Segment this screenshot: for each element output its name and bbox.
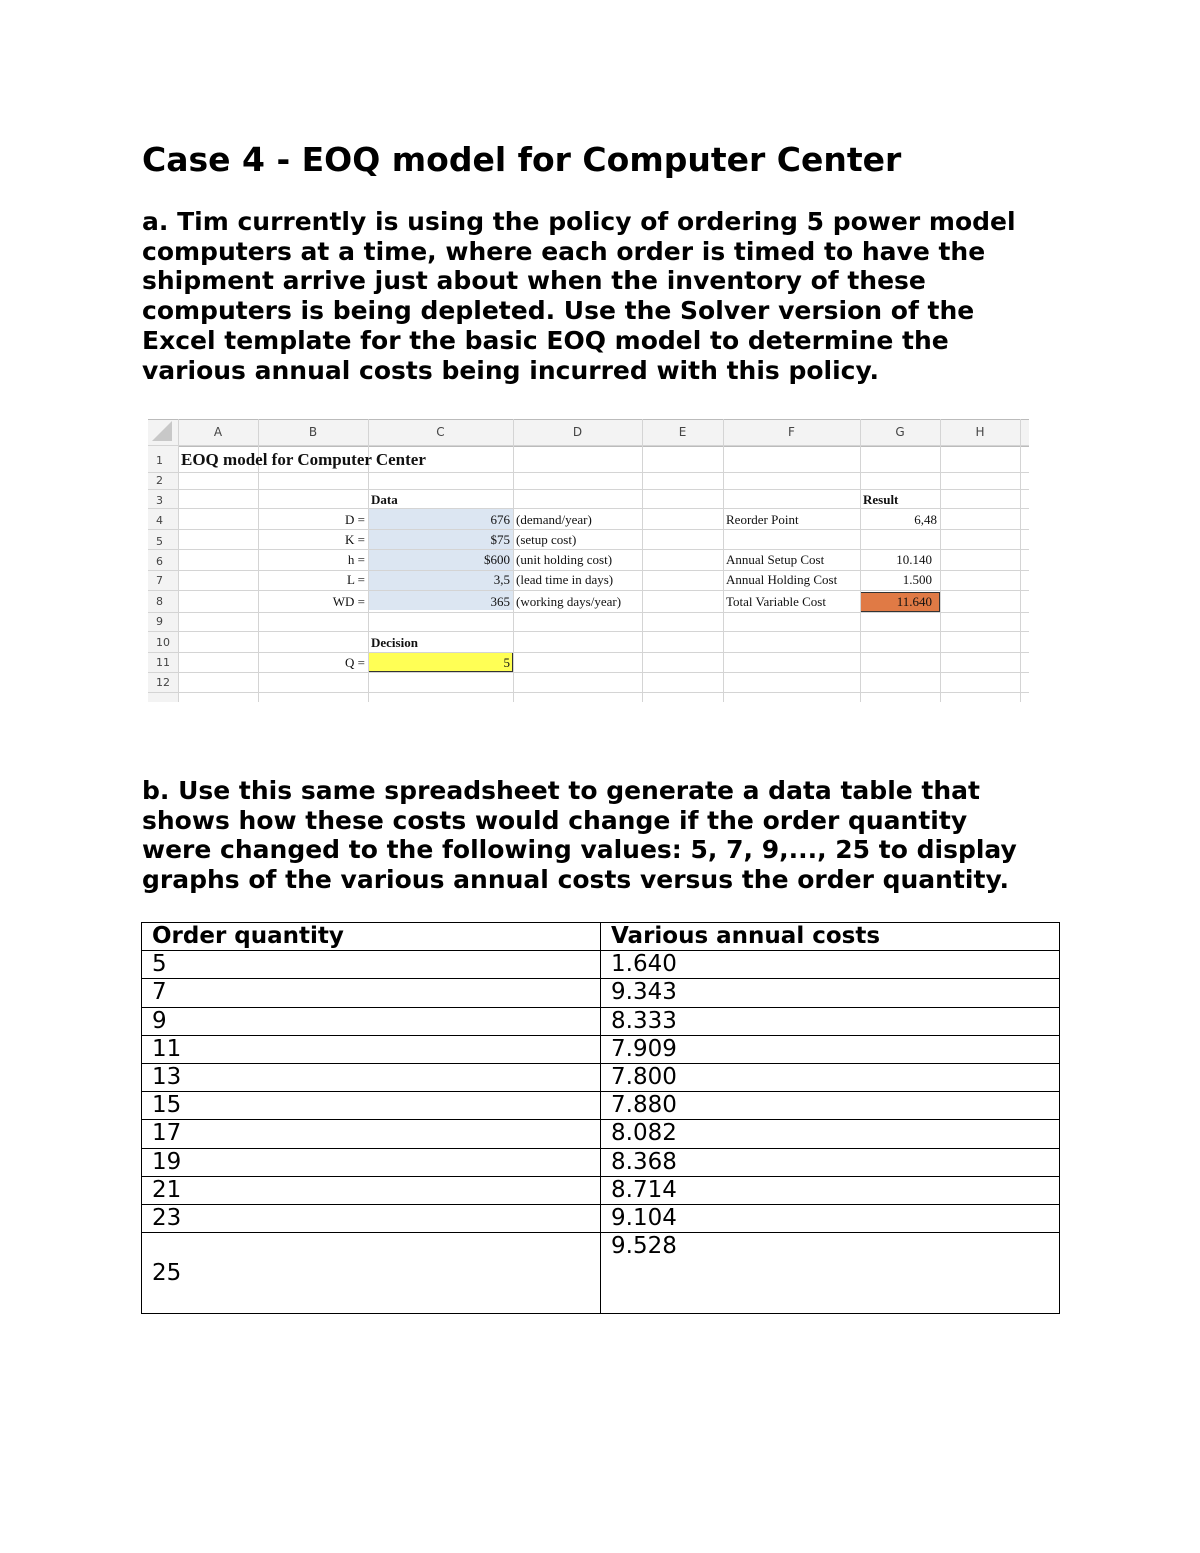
order-quantity-cell: 11 xyxy=(142,1035,601,1063)
total-variable-cost-value: 11.640 xyxy=(896,594,932,609)
input-label: WD = xyxy=(332,594,365,609)
table-row xyxy=(142,1176,1060,1204)
column-header: D xyxy=(572,425,583,439)
table-header-row xyxy=(142,923,1060,951)
reorder-point-label: Reorder Point xyxy=(726,512,799,527)
order-quantity-cell: 7 xyxy=(142,979,601,1007)
row-header: 2 xyxy=(156,474,163,487)
column-header: C xyxy=(436,425,445,439)
part-b-question xyxy=(142,776,1062,895)
column-header: F xyxy=(788,425,795,439)
input-note: (setup cost) xyxy=(516,532,577,547)
annual-cost-cell: 9.343 xyxy=(601,979,1060,1007)
part-b-line: graphs of the various annual costs versus the order quantity. xyxy=(142,865,1009,895)
column-header-annual-costs: Various annual costs xyxy=(601,923,1060,951)
decision-value: 5 xyxy=(503,655,510,670)
table-row xyxy=(142,979,1060,1007)
row-header: 5 xyxy=(156,535,163,548)
order-quantity-cell: 23 xyxy=(142,1204,601,1232)
annual-cost-cell: 7.909 xyxy=(601,1035,1060,1063)
input-value: $75 xyxy=(490,532,510,547)
input-label: D = xyxy=(345,512,365,527)
table-row xyxy=(142,951,1060,979)
page-title: Case 4 - EOQ model for Computer Center xyxy=(142,140,902,179)
part-a-line: a. Tim currently is using the policy of ordering 5 power model xyxy=(142,207,1016,236)
table-row xyxy=(142,1063,1060,1091)
annual-cost-cell: 8.714 xyxy=(601,1176,1060,1204)
spreadsheet-screenshot xyxy=(148,417,1029,702)
input-label: K = xyxy=(345,532,365,547)
annual-setup-cost-label: Annual Setup Cost xyxy=(726,552,825,567)
input-note: (working days/year) xyxy=(516,594,622,609)
annual-cost-cell: 7.800 xyxy=(601,1063,1060,1091)
part-a-line: various annual costs being incurred with this policy. xyxy=(142,355,879,385)
input-value: 676 xyxy=(490,512,510,527)
order-quantity-cell: 9 xyxy=(142,1007,601,1035)
column-header-order-quantity: Order quantity xyxy=(142,923,601,951)
row-header: 12 xyxy=(156,676,170,689)
annual-cost-cell: 7.880 xyxy=(601,1092,1060,1120)
column-header: H xyxy=(975,425,985,439)
input-note: (demand/year) xyxy=(516,512,592,527)
input-note: (unit holding cost) xyxy=(516,552,613,567)
part-a-line: computers is being depleted. Use the Solver version of the xyxy=(142,296,975,326)
table-row xyxy=(142,1035,1060,1063)
part-b-line: shows how these costs would change if the order quantity xyxy=(142,805,968,835)
data-header: Data xyxy=(371,492,398,507)
row-header: 11 xyxy=(156,656,170,669)
order-quantity-cell: 5 xyxy=(142,951,601,979)
sheet-title: EOQ model for Computer Center xyxy=(181,450,426,469)
input-label: h = xyxy=(347,552,365,567)
row-header: 6 xyxy=(156,555,163,568)
decision-label: Q = xyxy=(345,655,365,670)
row-header: 1 xyxy=(156,454,163,467)
order-quantity-cell: 13 xyxy=(142,1063,601,1091)
annual-holding-cost-label: Annual Holding Cost xyxy=(726,572,838,587)
row-header: 10 xyxy=(156,636,170,649)
part-a-line: shipment arrive just about when the inventory of these xyxy=(142,266,926,296)
input-note: (lead time in days) xyxy=(516,572,614,587)
order-quantity-cell: 15 xyxy=(142,1092,601,1120)
part-b-line: were changed to the following values: 5, 7, 9,..., 25 to display xyxy=(142,835,1017,865)
decision-header: Decision xyxy=(371,635,418,650)
order-quantity-cost-table xyxy=(141,922,1060,1314)
row-header: 8 xyxy=(156,595,163,608)
order-quantity-cell: 25 xyxy=(142,1233,601,1314)
table-row xyxy=(142,1007,1060,1035)
annual-setup-cost-value: 10.140 xyxy=(896,552,932,567)
column-header: G xyxy=(895,425,905,439)
table-row xyxy=(142,1120,1060,1148)
annual-cost-cell: 9.528 xyxy=(601,1233,1060,1314)
table-row xyxy=(142,1204,1060,1232)
table-row xyxy=(142,1233,1060,1314)
order-quantity-cell: 17 xyxy=(142,1120,601,1148)
input-value: 365 xyxy=(490,594,510,609)
column-header: B xyxy=(308,425,318,439)
result-header: Result xyxy=(863,492,899,507)
input-label: L = xyxy=(346,572,365,587)
row-header: 3 xyxy=(156,494,163,507)
row-header: 7 xyxy=(156,574,163,587)
annual-cost-cell: 8.082 xyxy=(601,1120,1060,1148)
annual-cost-cell: 8.333 xyxy=(601,1007,1060,1035)
column-header: E xyxy=(678,425,687,439)
reorder-point-value: 6,48 xyxy=(914,512,937,527)
part-b-line: b. Use this same spreadsheet to generate a data table that xyxy=(142,776,980,805)
total-variable-cost-label: Total Variable Cost xyxy=(726,594,826,609)
input-value: $600 xyxy=(484,552,510,567)
column-header: A xyxy=(213,425,223,439)
order-quantity-cell: 19 xyxy=(142,1148,601,1176)
row-header: 9 xyxy=(156,615,163,628)
input-value: 3,5 xyxy=(493,572,510,587)
select-all-corner xyxy=(152,421,172,441)
row-header: 4 xyxy=(156,514,163,527)
part-a-line: Excel template for the basic EOQ model to determine the xyxy=(142,325,949,355)
table-row xyxy=(142,1148,1060,1176)
annual-cost-cell: 8.368 xyxy=(601,1148,1060,1176)
annual-cost-cell: 9.104 xyxy=(601,1204,1060,1232)
part-a-line: computers at a time, where each order is timed to have the xyxy=(142,236,986,266)
order-quantity-cell: 21 xyxy=(142,1176,601,1204)
part-a-question xyxy=(142,207,1062,385)
annual-holding-cost-value: 1.500 xyxy=(902,572,932,587)
annual-cost-cell: 1.640 xyxy=(601,951,1060,979)
table-row xyxy=(142,1092,1060,1120)
